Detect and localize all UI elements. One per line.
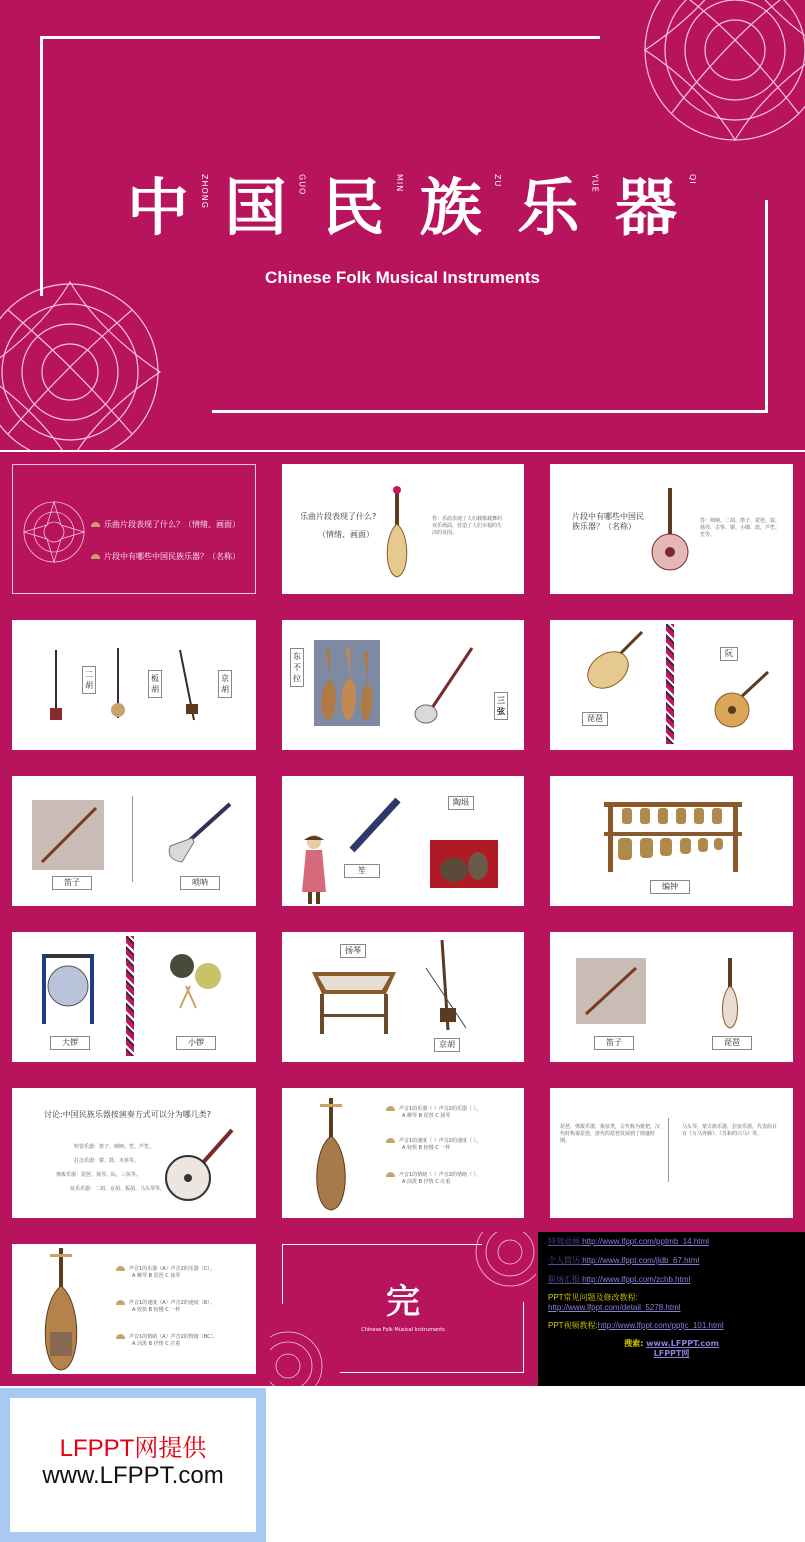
promo-card — [10, 1398, 256, 1532]
slide-thumb-15[interactable] — [538, 1076, 805, 1230]
link-row[interactable]: 职场汇报:http://www.lfppt.com/zchb.html — [548, 1275, 691, 1284]
question-sub: （情绪、画面） — [318, 530, 374, 539]
link-url[interactable]: http://www.lfppt.com/pptjc_101.html — [597, 1321, 724, 1330]
quiz-item: 声音1的情绪（ ）声音2的情绪（ ）。 A 活泼 B 抒情 C 庄重 — [386, 1172, 516, 1186]
label-banhu: 板胡 — [148, 670, 162, 698]
dongbula-photo — [314, 640, 380, 726]
slide-thumb-8[interactable] — [270, 764, 536, 918]
taoxun-photo — [430, 840, 498, 888]
label-dizi: 笛子 — [594, 1036, 634, 1050]
slide-card — [282, 932, 524, 1062]
slide-card — [282, 1088, 524, 1218]
answer-note: 答：唢呐、二胡、笛子、琵琶、钹、扬琴、古筝、锣、小镲、鼓、芦笙、笙等。 — [700, 518, 781, 538]
label-taoxun: 陶埙 — [448, 796, 474, 810]
slide-thumb-1[interactable] — [0, 452, 268, 606]
title-char: 乐 YUE — [517, 171, 600, 244]
hero-subtitle: Chinese Folk Musical Instruments — [265, 268, 540, 287]
category-row: 弹拨乐器：琵琶、扬琴、阮、三弦等。 — [56, 1172, 142, 1178]
link-row[interactable]: 特效动画:http://www.lfppt.com/pptmb_14.html — [548, 1237, 709, 1246]
link-row[interactable]: 个人简历:http://www.lfppt.com/jldb_67.html — [548, 1256, 700, 1265]
jinghu-icon — [422, 938, 472, 1038]
small-gong-icon — [166, 952, 226, 1014]
sheng-icon — [342, 794, 406, 858]
slide-thumb-10[interactable] — [0, 920, 268, 1074]
end-title: 完 — [386, 1282, 420, 1322]
sanxian-icon — [410, 644, 480, 728]
category-row: 吹管乐器：笛子、唢呐、笙、芦笙。 — [74, 1144, 155, 1150]
quiz-item: 声音1的乐器（ ）声音2的乐器（ ）。 A 柳琴 B 琵琶 C 扬琴 — [386, 1106, 516, 1120]
slide-thumb-5[interactable] — [270, 608, 536, 762]
pipa-icon — [382, 484, 412, 580]
question-1: 乐曲片段表现了什么？（情绪、画面） — [91, 519, 240, 530]
ruan-icon — [706, 668, 774, 732]
label-erhu: 二胡 — [82, 666, 96, 694]
ruan-icon — [160, 1124, 240, 1206]
fan-bullet-icon — [116, 1334, 125, 1339]
slide-thumb-4[interactable] — [0, 608, 268, 762]
slide-card — [282, 464, 524, 594]
link-row[interactable]: PPT视频教程:http://www.lfppt.com/pptjc_101.html — [548, 1321, 724, 1330]
hero-title — [122, 171, 697, 244]
pipa-icon — [580, 628, 650, 692]
frame-line — [282, 1244, 482, 1245]
slide-thumb-16[interactable] — [0, 1232, 268, 1386]
promo-line-2: www.LFPPT.com — [42, 1462, 224, 1489]
mandala-icon — [21, 499, 87, 565]
answer-note: 答：乐曲表现了人们载歌载舞的欢乐场面，营造了人们幸福的生活的氛围。 — [432, 516, 503, 536]
ruan-icon — [650, 486, 690, 578]
jinghu-icon — [174, 648, 202, 724]
title-char: 族 ZU — [419, 171, 502, 244]
text-column-left: 琵琶，弹拨乐器，拨弦类，古代称为枇杷，汉代时称秦琵琶，唐代的琵琶发展到了鼎盛时期。 — [560, 1124, 661, 1144]
pipa-icon — [308, 1096, 354, 1212]
quiz-item: 声音1的速度（A）声音2的速度（B）。 A 较快 B 较慢 C 一样 — [116, 1300, 246, 1314]
fan-bullet-icon — [386, 1106, 395, 1111]
bianzhong-icon — [598, 786, 748, 876]
fan-bullet-icon — [386, 1172, 395, 1177]
title-char: 器 QI — [614, 171, 697, 244]
quiz-item: 声音1的情绪（A）声音2的情绪（BC）。 A 活泼 B 抒情 C 庄重 — [116, 1334, 246, 1348]
category-row: 打击乐器：锣、鼓、木鱼等。 — [74, 1158, 140, 1164]
title-char: 中 ZHONG — [126, 171, 209, 244]
frame-line-bottom — [212, 410, 768, 413]
slide-card — [282, 776, 524, 906]
slide-card — [12, 1244, 256, 1374]
slide-thumb-14[interactable] — [270, 1076, 536, 1230]
end-subtitle: Chinese Folk Musical Instruments — [361, 1327, 445, 1333]
text-column-right: 马头琴，蒙古族乐器，拉弦乐器，代表曲目有《万马奔腾》，《苏和的白马》等。 — [682, 1124, 778, 1137]
label-yangqin: 扬琴 — [340, 944, 366, 958]
slide-thumb-6[interactable] — [538, 608, 805, 762]
girl-figure — [294, 832, 334, 906]
label-jinghu: 京胡 — [218, 670, 232, 698]
fan-bullet-icon — [386, 1138, 395, 1143]
slide-thumb-3[interactable] — [538, 452, 805, 606]
slide-card — [550, 620, 793, 750]
link-url[interactable]: http://www.lfppt.com/jldb_67.html — [582, 1256, 700, 1265]
gong-stand-icon — [38, 950, 98, 1028]
question-text: 乐曲片段表现了什么? — [300, 512, 377, 521]
slide-card — [12, 776, 256, 906]
title-char: 民 MIN — [322, 171, 405, 244]
slide-thumb-11[interactable] — [270, 920, 536, 1074]
site-name: LFPPT网 — [653, 1349, 690, 1358]
quiz-item: 声音1的乐器（A）声音2的乐器（C）。 A 柳琴 B 琵琶 C 扬琴 — [116, 1266, 246, 1280]
label-pipa: 琵琶 — [582, 712, 608, 726]
label-xiaoluo: 小锣 — [176, 1036, 216, 1050]
pipa-icon — [38, 1246, 84, 1372]
slide-thumb-2[interactable] — [270, 452, 536, 606]
frame-line-right — [765, 200, 768, 413]
fan-bullet-icon — [116, 1266, 125, 1271]
slide-card — [282, 620, 524, 750]
search-site-link[interactable]: www.LFPPT.com — [646, 1339, 719, 1348]
slide-thumb-19[interactable] — [0, 1388, 266, 1542]
erhu-icon — [46, 650, 66, 724]
label-suona: 唢呐 — [180, 876, 220, 890]
divider — [132, 796, 133, 882]
slide-thumb-18[interactable] — [538, 1232, 805, 1386]
label-ruan: 阮 — [720, 647, 738, 661]
link-row[interactable]: PPT常见问题及修改教程: http://www.lfppt.com/detail_5278.html — [548, 1293, 681, 1312]
slide-card — [550, 776, 793, 906]
suona-icon — [160, 800, 234, 866]
dizi-photo — [32, 800, 104, 870]
banhu-icon — [106, 648, 130, 724]
label-sheng: 笙 — [344, 864, 380, 878]
link-url[interactable]: http://www.lfppt.com/detail_5278.html — [548, 1303, 681, 1312]
slide-thumb-7[interactable] — [0, 764, 268, 918]
discussion-question: 讨论:中国民族乐器按演奏方式可以分为哪几类? — [44, 1110, 211, 1119]
label-jinghu: 京胡 — [434, 1038, 460, 1052]
label-dongbula: 东不拉 — [290, 648, 304, 687]
slide-card — [550, 1088, 793, 1218]
decorative-strip — [666, 624, 674, 744]
frame-line-left — [40, 36, 43, 296]
mandala-ornament-top-right — [615, 0, 805, 170]
pipa-icon — [718, 956, 742, 1030]
search-row: 搜索: www.LFPPT.com — [624, 1339, 719, 1348]
label-dizi: 笛子 — [52, 876, 92, 890]
link-url[interactable]: http://www.lfppt.com/pptmb_14.html — [582, 1237, 709, 1246]
promo-line-1: LFPPT网提供 — [59, 1435, 207, 1462]
divider — [668, 1118, 669, 1182]
mandala-ornament-bottom-left — [0, 262, 200, 450]
fan-bullet-icon — [116, 1300, 125, 1305]
category-row: 弦乐乐器：二胡、京胡、板胡、马头琴等。 — [70, 1186, 166, 1192]
slide-card — [12, 1088, 256, 1218]
slide-card — [12, 620, 256, 750]
decorative-strip — [126, 936, 134, 1056]
label-daluo: 大锣 — [50, 1036, 90, 1050]
slide-thumb-9[interactable] — [538, 764, 805, 918]
slide-card — [550, 932, 793, 1062]
label-pipa: 琵琶 — [712, 1036, 752, 1050]
slide-thumb-13[interactable] — [0, 1076, 268, 1230]
quiz-item: 声音1的速度（ ）声音2的速度（ ）。 A 较快 B 较慢 C 一样 — [386, 1138, 516, 1152]
label-bianzhong: 编钟 — [650, 880, 690, 894]
slide-thumb-12[interactable] — [538, 920, 805, 1074]
label-sanxian: 三弦 — [494, 692, 508, 720]
frame-line — [340, 1372, 524, 1373]
title-slide[interactable] — [0, 0, 805, 450]
question-text: 片段中有哪些中国民族乐器？（名称） — [572, 512, 644, 531]
fan-bullet-icon — [91, 522, 100, 527]
frame-line-top — [40, 36, 600, 39]
title-char: 国 GUO — [224, 171, 307, 244]
link-url[interactable]: http://www.lfppt.com/zchb.html — [582, 1275, 691, 1284]
dizi-photo — [576, 958, 646, 1024]
slide-card — [12, 932, 256, 1062]
slide-card — [550, 464, 793, 594]
slide-card — [12, 464, 256, 594]
question-2: 片段中有哪些中国民族乐器？（名称） — [91, 551, 240, 562]
fan-bullet-icon — [91, 554, 100, 559]
slide-thumb-17[interactable] — [270, 1232, 536, 1386]
yangqin-icon — [304, 964, 404, 1038]
